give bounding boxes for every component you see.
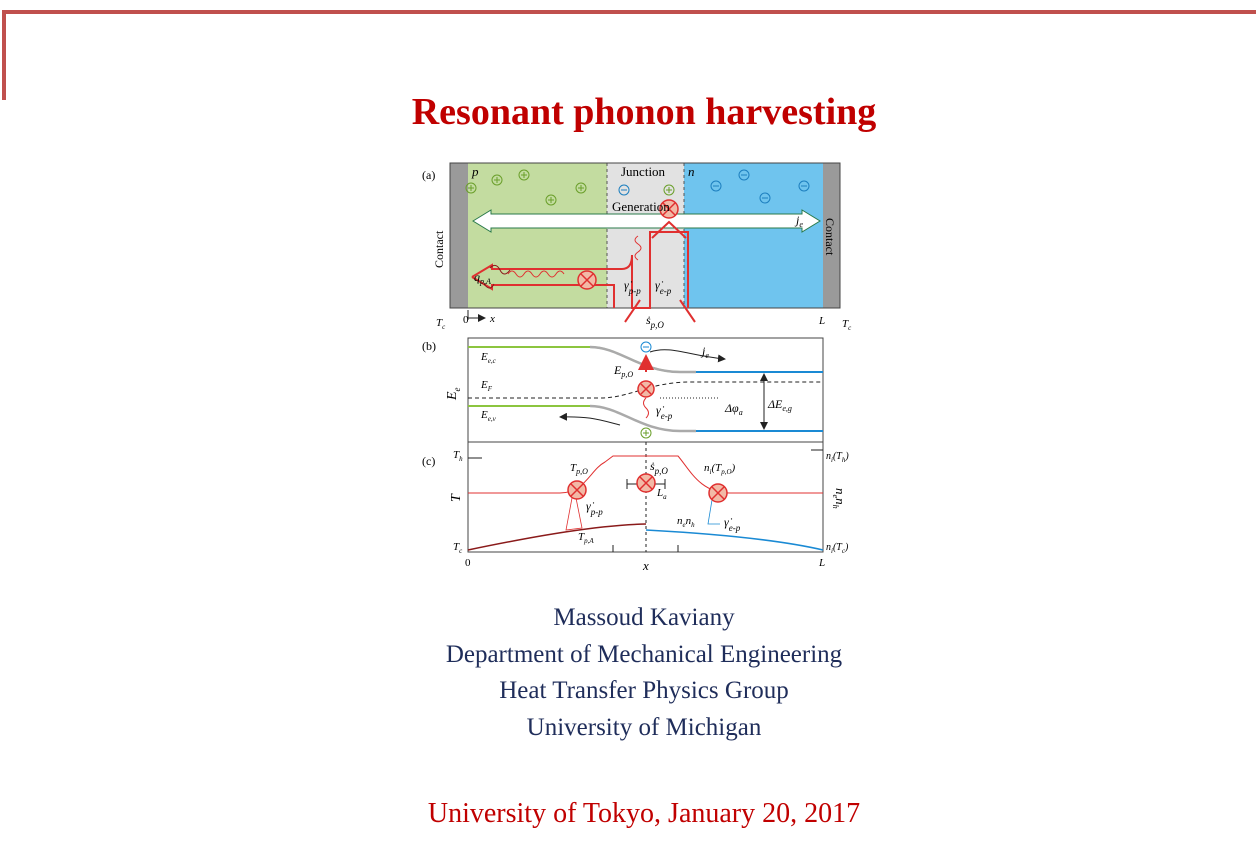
svg-text:ni(Tp,O): $n_i(T_{p,O})$ (704, 462, 736, 476)
phonon-harvesting-figure (418, 160, 868, 578)
side-accent-rule (2, 10, 6, 100)
svg-text:γ̇e-p: $\gammȧ_{e-p}$ (656, 403, 673, 421)
svg-text:Ee,c: $E_{e,c}$ (481, 351, 496, 365)
svg-text:ṡp,O: ṡ$_{p,O}$ (650, 459, 668, 476)
x-label-a: x (490, 313, 495, 325)
generation-label: Generation (612, 199, 670, 214)
department: Department of Mechanical Engineering (445, 640, 843, 668)
slide-title: Resonant phonon harvesting (411, 91, 877, 133)
svg-text:Th: $T_h$ (453, 449, 463, 463)
p-label: p (472, 164, 479, 179)
tpo-label: T (570, 462, 577, 474)
top-accent-rule (2, 10, 1256, 14)
svg-text:Tc: $T_c$ (842, 318, 852, 332)
svg-text:Tc: $T_c$ (453, 541, 463, 555)
ef-label: E (481, 379, 488, 391)
svg-text:ṡp,O: ṡ$_{p,O}$ (646, 313, 664, 330)
svg-text:γ̇p-p: $\gammȧ_{p-p}$ (624, 278, 641, 296)
svg-text:Tc: $T_c$ (436, 317, 446, 331)
panel-a-label: (a) (422, 168, 436, 182)
svg-text:Ee,v: $E_{e,v}$ (481, 409, 496, 423)
n-region (684, 163, 823, 308)
q-label: q (474, 270, 480, 284)
panel-b (422, 338, 823, 442)
svg-text:qp,A: $q_{p,A}$ (474, 270, 491, 286)
panel-c-label: (c) (422, 454, 436, 468)
svg-text:γ̇p-p: $\gammȧ_{p-p}$ (586, 499, 603, 517)
L-label-a: L (819, 315, 826, 327)
panel-c (422, 442, 849, 573)
svg-text:Tp,A: $T_{p,A}$ (578, 531, 594, 545)
gamma-ep-b: γ̇ (656, 403, 661, 417)
venue-date: University of Tokyo, January 20, 2017 (427, 798, 861, 829)
svg-text:je: $j_e$ (702, 344, 709, 360)
svg-text:ni(Th): $n_i(T_h)$ (826, 451, 849, 464)
svg-text:je: $j_e$ (796, 213, 803, 229)
tc-right: T (842, 318, 849, 330)
research-group: Heat Transfer Physics Group (499, 677, 789, 704)
svg-text:Tp,O: $T_{p,O}$ (570, 462, 588, 476)
ni2-tc-label: n (826, 542, 831, 553)
svg-text:ni(Tc): $n_i(T_c)$ (826, 542, 849, 555)
t-axis: T (449, 494, 464, 502)
la-label: L (657, 487, 664, 499)
n-label: n (688, 164, 695, 179)
ev-label: E (481, 409, 488, 421)
epo-label: E (614, 363, 622, 377)
origin-c: 0 (465, 557, 471, 569)
svg-text:Ep,O: $E_{p,O}$ (614, 363, 634, 379)
tc-c: T (453, 541, 460, 553)
je-b: j (702, 344, 706, 358)
dphi-label: Δφ (725, 401, 739, 415)
x-label-c: x (643, 558, 649, 573)
junction-region (607, 163, 684, 308)
left-contact (450, 163, 468, 308)
L-label-c: L (819, 557, 826, 569)
author-block (0, 600, 1258, 746)
svg-text:nenh: $n_en_h$ (831, 488, 848, 509)
contact-right-label: Contact (823, 218, 837, 256)
author-name: Massoud Kaviany (553, 604, 735, 631)
svg-text:Δφa: $\Delta\varphi_a$ (725, 401, 743, 417)
je-a: j (796, 213, 800, 227)
right-axis-label: n (833, 488, 848, 495)
tc-left: T (436, 317, 443, 329)
gamma-ep-a: γ̇ (655, 278, 660, 292)
panel-b-label: (b) (422, 339, 436, 353)
nenh-label: n (677, 515, 683, 527)
x-origin: 0 (463, 314, 469, 326)
svg-text:nenh: $n_en_h$ (677, 515, 695, 529)
th-label: T (453, 449, 460, 461)
svg-text:γ̇e-p: $\gammȧ_{e-p}$ (655, 278, 672, 296)
svg-text:Ee: $E_e$ (445, 387, 462, 400)
s-po-a: ṡ (646, 313, 651, 327)
university: University of Michigan (526, 713, 762, 741)
ec-label: E (481, 351, 488, 363)
junction-label: Junction (621, 164, 666, 179)
ni2-tpo-label: n (704, 462, 710, 474)
gamma-pp-c: γ̇ (586, 499, 591, 513)
tpa-label: T (578, 531, 585, 543)
svg-text:La: $L_a$ (657, 487, 667, 501)
gamma-pp-a: γ̇ (624, 278, 629, 292)
svg-text:γ̇e-p: $\gammȧ_{e-p}$ (724, 515, 741, 533)
gamma-ep-c: γ̇ (724, 515, 729, 529)
s-po-c: ṡ (650, 459, 655, 473)
e-axis: E (445, 391, 460, 400)
contact-left-label: Contact (432, 230, 446, 268)
deg-label: ΔE (768, 397, 783, 411)
svg-text:ΔEe,g: $\Delta E_{e,g}$ (768, 397, 792, 413)
panel-a (422, 163, 852, 332)
svg-text:EF: $E_F$ (481, 379, 493, 393)
ni2-th-label: n (826, 451, 831, 462)
